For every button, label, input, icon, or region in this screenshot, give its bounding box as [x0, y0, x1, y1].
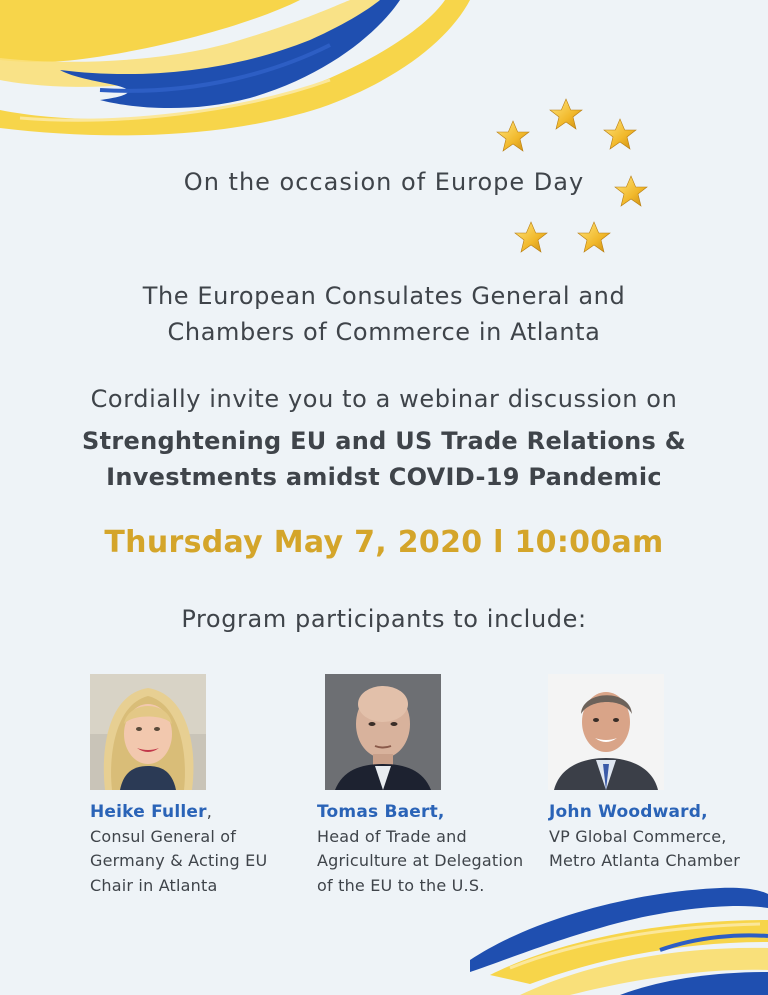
bottom-brush-decoration: [460, 880, 768, 995]
topic-line-2: Investments amidst COVID-19 Pandemic: [106, 463, 662, 491]
participant-john-woodward: [549, 800, 740, 874]
top-brush-decoration: [0, 0, 470, 140]
star-icon: [550, 99, 582, 129]
topic-line-1: Strenghtening EU and US Trade Relations &: [82, 427, 686, 455]
participant-photo-heike-fuller: [90, 674, 206, 790]
participant-title: VP Global Commerce, Metro Atlanta Chamber: [549, 826, 740, 870]
participant-name: Tomas Baert,: [317, 802, 445, 822]
consulates-text: [0, 278, 768, 350]
star-icon: [497, 121, 529, 151]
participant-name: John Woodward,: [549, 802, 708, 822]
invite-text: Cordially invite you to a webinar discussion on: [90, 385, 678, 413]
participant-title: Consul General of Germany & Acting EU Chair in Atlanta: [90, 826, 268, 895]
star-icon: [578, 222, 610, 252]
participant-title: Head of Trade and Agriculture at Delegation of the EU to the U.S.: [317, 826, 524, 895]
participant-name-suffix: ,: [206, 802, 213, 821]
consulates-line-1: The European Consulates General and: [142, 282, 626, 310]
star-icon: [515, 222, 547, 252]
participant-photo-john-woodward: [548, 674, 664, 790]
occasion-text: On the occasion of Europe Day: [183, 168, 585, 196]
participant-name: Heike Fuller: [90, 802, 207, 822]
consulates-line-2: Chambers of Commerce in Atlanta: [167, 318, 601, 346]
participant-heike-fuller: [90, 800, 267, 898]
star-icon: [604, 119, 636, 149]
webinar-topic: [0, 423, 768, 495]
event-date: Thursday May 7, 2020 l 10:00am: [104, 525, 664, 560]
participant-photo-tomas-baert: [325, 674, 441, 790]
program-label: Program participants to include:: [181, 605, 587, 633]
